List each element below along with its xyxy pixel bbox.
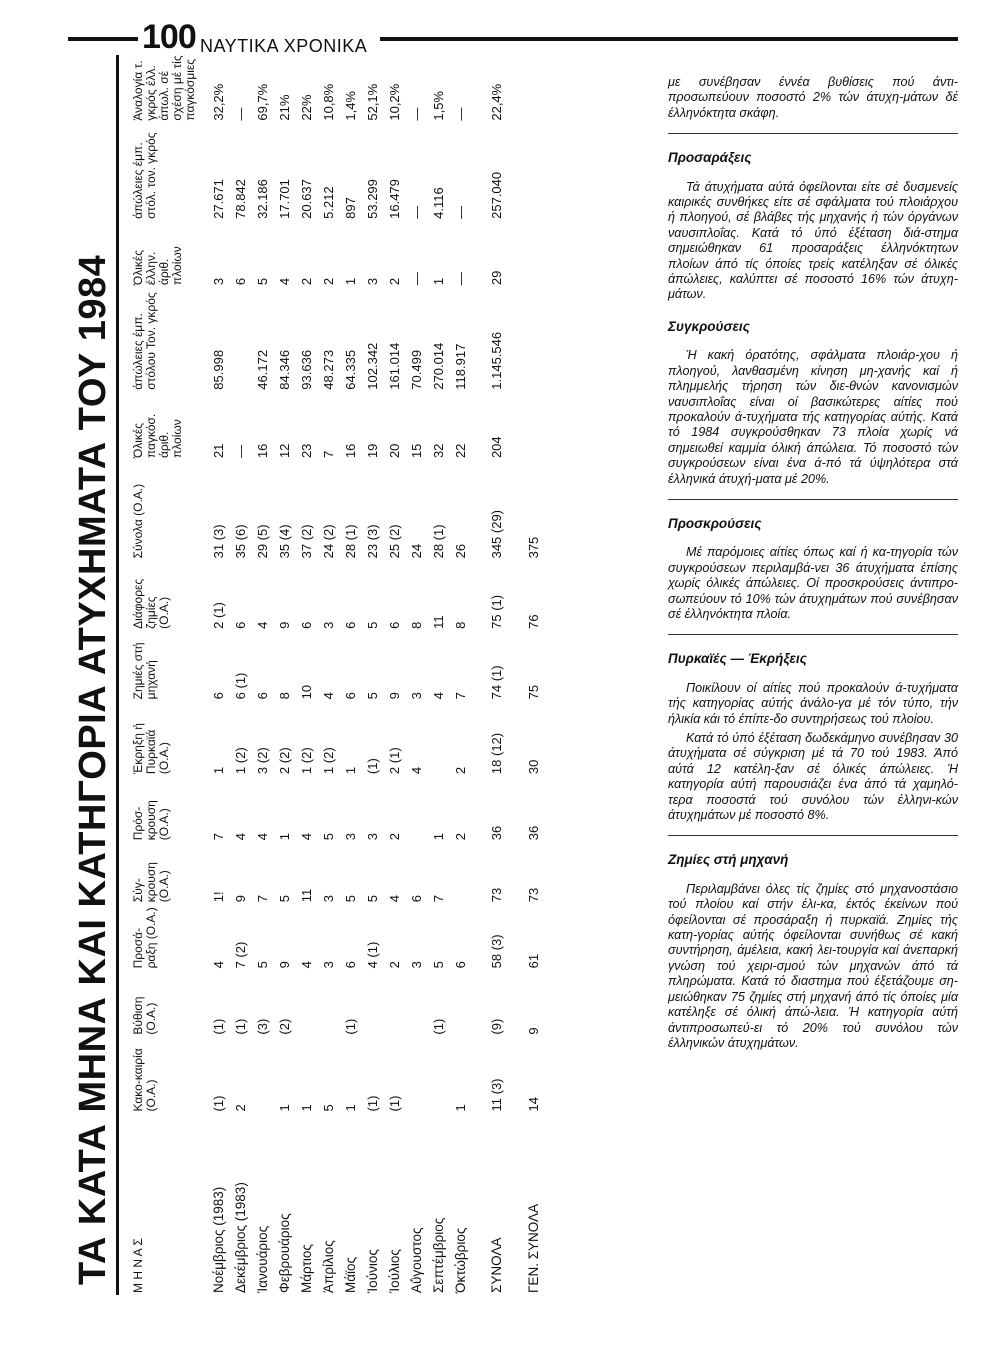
cell-greek-tonnage: — [408,205,424,219]
cell-collision: 7 [254,894,270,903]
cell-machinery: 4 [320,692,336,700]
section-text-collisions: Ή κακή όρατότης, σφάλματα πλοιάρ-χου ή πλοηγού, λανθασμένη κίνηση μη-χανής καί ή πλημμελής τήρηση τών διε-θνών κανονισμών ναυσιπλοΐας είναι οί βασικώτερες αίτίες πού προκαλούν ά-τυχήματα τής κατηγορίας αύτής. Κατά τό 1984 συγκρούσθηκαν 73 πλοία χωρίς νά σημειωθεί καμμία όλική άπώλεια. Τό ποσοστό τών συγκρούσεων είναι ένα ά-πό τά ύψηλότερα στά έλληνικά άτυχή-ματα μέ 20%. [668,348,958,486]
cell-machinery: 9 [386,692,402,700]
table-row [207,35,229,1295]
cell-greek-losses: — [408,272,424,286]
cell-grounding: 9 [276,961,292,969]
cell-fire: 4 [408,766,424,775]
cell-collision: 6 [408,894,424,903]
cell-month: Μάϊος [342,1256,358,1293]
cell-world-tonnage [513,287,553,392]
cell-greek-losses: 1 [430,277,446,286]
cell-sinking: (9) [488,1018,504,1035]
cell-greek-losses: 3 [210,277,226,286]
cell-sinking [449,970,471,1036]
cell-total-losses: 22 [452,443,468,459]
cell-total: 28 (1) [342,524,358,559]
cell-total-losses: 19 [364,443,380,459]
spacer-cell [471,35,479,1295]
cell-ratio: 69,7% [254,83,270,121]
cell-total-losses: 16 [342,443,358,459]
cell-greek-tonnage: 16.479 [386,179,402,219]
cell-fire: 1 (2) [320,747,336,775]
section-title-fires: Πυρκαϊές — Έκρήξεις [668,651,807,667]
cell-greek-losses: — [452,272,468,286]
cell-fire: 1 (2) [298,747,314,775]
table-row [251,35,273,1295]
cell-greek-losses: 4 [276,277,292,286]
cell-ratio: 10,2% [386,83,402,121]
cell-total-losses [513,392,553,460]
cell-month: Μάρτιος [298,1244,314,1293]
table-row [405,35,427,1295]
cell-total: 29 (5) [254,524,270,559]
cell-sinking: (2) [276,1018,292,1035]
cell-total: 26 [452,543,468,559]
section-text-machinery: Περιλαμβάνει όλες τίς ζημίες στό μηχανοστάσιο τού πλοίου καί στήν έλι-κα, έκτός έκείνων πού όφείλονται σέ προσάραξη ή πυρκαϊά. Ζημίες τής κατη-γορίας αύτής όφείλονται συνήθως σέ κακή συντήρηση, άμέλεια, κακή λει-τουργία καί άνεπαρκή γνώση τού χειρι-σμού τών μηχανών άπό τά πληρώματα. Κατά τό διαστημα πού έξετάζουμε ση-μειώθηκαν 75 ζημίες στή μηχανή άπό τίς όποίες μία κατέληξε σέ όλική άπώ-λεια. Ή κατηγορία αύτή άντιπροσωπεύ-ει τό 20% τού συνόλου τών έλληνικών άτυχημάτων. [668,881,958,1050]
cell-month: Όκτώβριος [452,1227,468,1293]
cell-greek-tonnage: 53.299 [364,179,380,219]
cell-greek-tonnage: 27.671 [210,179,226,219]
cell-total-losses: 32 [430,443,446,459]
cell-greek-tonnage: 32.186 [254,179,270,219]
table-row [449,35,471,1295]
section-title-machinery: Ζημίες στή μηχανή [668,852,789,868]
cell-misc: 6 [342,621,358,629]
cell-fire: 2 (1) [386,747,402,775]
cell-fire: 2 (2) [276,747,292,775]
cell-greek-tonnage: 17.701 [276,179,292,219]
cell-sinking: (1) [342,1018,358,1035]
col-contact-header: Πρόσ-κρουση (Ο.Α.) [131,800,171,841]
cell-month: Ίούλιος [386,1249,402,1293]
cell-misc: 3 [320,621,336,629]
cell-fire: 18 (12) [488,732,504,775]
page-number: 100 [142,18,196,56]
cell-greek-losses: 3 [364,277,380,286]
cell-collision: 73 [525,887,541,903]
cell-month: Ίανουάριος [254,1225,270,1293]
cell-total: 24 [408,543,424,559]
cell-greek-tonnage: 257.040 [488,171,504,219]
table-row [339,35,361,1295]
section-title-contacts: Προσκρούσεις [668,515,762,531]
cell-fire: 2 [452,766,468,775]
cell-machinery: 6 [254,692,270,700]
cell-grounding: 5 [254,961,270,969]
cell-weather: (1) [386,1095,402,1112]
cell-total: 375 [525,536,541,559]
cell-weather: 14 [525,1097,541,1112]
col-collision-header: Σύγ-κρουση (Ο.Α.) [131,862,171,903]
cell-grounding: 2 [386,961,402,969]
cell-contact: 4 [254,833,270,841]
cell-greek-losses: 1 [342,277,358,286]
cell-grounding: 58 (3) [488,934,504,969]
cell-world-tonnage: 102.342 [364,342,380,390]
cell-month: Άπρίλιος [320,1240,336,1293]
cell-greek-tonnage: — [452,205,468,219]
cell-misc: 6 [386,621,402,629]
cell-ratio: 22% [298,94,314,121]
cell-greek-tonnage: 5.212 [320,186,336,219]
cell-weather: (1) [210,1095,226,1112]
cell-collision: 9 [232,894,248,903]
cell-total-losses: — [232,445,248,459]
cell-total-losses: 7 [320,450,336,459]
cell-greek-losses: 2 [320,277,336,286]
cell-month: Δεκέμβριος (1983) [232,1182,248,1293]
section-divider [668,634,958,635]
cell-sinking [405,970,427,1036]
cell-ratio: — [452,107,468,121]
cell-world-tonnage: 85.998 [210,349,226,390]
cell-greek-losses: 5 [254,277,270,286]
table-header-row [130,35,207,1295]
cell-weather: 5 [320,1104,336,1112]
cell-grounding: 6 [342,961,358,969]
cell-fire: 1 (2) [232,747,248,775]
cell-sinking [295,970,317,1036]
cell-total: 23 (3) [364,524,380,559]
cell-weather [251,1037,273,1114]
cell-sinking [361,970,383,1036]
cell-month: Νοέμβριος (1983) [210,1186,226,1293]
table-row [273,35,295,1295]
cell-ratio: — [232,107,248,121]
cell-greek-tonnage [513,123,553,221]
cell-world-tonnage [229,287,251,392]
table-row [427,35,449,1295]
article-column [668,75,958,1055]
cell-misc: 11 [430,615,446,629]
table-row [295,35,317,1295]
col-fire-header: Έκρηξη ή Πυρκαϊά (Ο.Α.) [131,723,171,775]
cell-month: Φεβρουάριος [276,1213,292,1293]
cell-ratio: 32,2% [210,83,226,121]
cell-total-losses: 21 [210,443,226,459]
col-month-header: Μ Η Ν Α Σ [131,1238,145,1293]
article-intro: με συνέβησαν έννέα βυθίσεις πού άντι-προσωπεύουν ποσοστό 2% τών άτυχη-μάτων δέ έλληνόκτητα σκάφη. [668,75,958,120]
cell-machinery: 10 [298,684,314,700]
col-world-tonnage-header: άπώλειες έμπ. στόλου Τον. γκρός [131,292,158,390]
cell-contact: 1 [430,833,446,841]
cell-sinking: 9 [525,1027,541,1035]
rotated-table-panel [70,35,630,1295]
cell-collision: 3 [320,894,336,903]
cell-contact: 7 [210,833,226,841]
cell-month: Αΰγουστος [408,1227,424,1293]
cell-total: 24 (2) [320,524,336,559]
cell-ratio: 1,5% [430,91,446,121]
cell-fire [427,701,449,776]
table-title: ΤΑ ΚΑΤΑ ΜΗΝΑ ΚΑΙ ΚΑΤΗΓΟΡΙΑ ΑΤΥΧΗΜΑΤΑ ΤΟΥ 1984 [72,254,114,1285]
accidents-table [130,35,553,1295]
cell-ratio: 22,4% [488,83,504,121]
cell-grounding: 4 (1) [364,941,380,969]
cell-contact: 5 [320,833,336,841]
section-divider [668,835,958,836]
cell-misc: 4 [254,621,270,629]
cell-contact: 4 [232,833,248,841]
row-spacer [471,35,479,1295]
cell-grounding: 61 [525,953,541,969]
cell-machinery: 74 (1) [488,665,504,700]
table-row [361,35,383,1295]
cell-collision: 1! [210,891,226,903]
cell-weather [405,1037,427,1114]
cell-misc: 9 [276,621,292,629]
cell-sinking [383,970,405,1036]
section-text-contacts: Μέ παρόμοιες αίτίες όπως καί ή κα-τηγορία τών συγκρούσεων περιλαμβά-νει 36 άτυχήματα έπίσης χωρίς όλικές άπώλειες. Οί προσκρούσεις άντιπρο-σωπεύουν τό 10% τών άτυχημάτων πού συνέβησαν σέ έλληνόκτητα πλοία. [668,545,958,621]
cell-weather: (1) [364,1095,380,1112]
cell-greek-losses [513,221,553,287]
cell-contact: 36 [488,825,504,841]
cell-total-losses: 204 [488,436,504,459]
cell-world-tonnage: 93.636 [298,349,314,390]
section-text-fires-1: Ποικίλουν οί αίτίες πού προκαλούν ά-τυχήματα τής κατηγορίας αύτής άνάλο-γα μέ τόν τύπο, τήν ήλικία κάι τό έπίπε-δο συντηρήσεως τού πλοίου. [668,680,958,726]
cell-ratio: — [408,107,424,121]
cell-contact: 1 [276,833,292,841]
cell-misc: 6 [232,621,248,629]
cell-misc: 8 [452,621,468,629]
cell-contact: 3 [364,833,380,841]
cell-greek-tonnage: 897 [342,197,358,219]
cell-ratio: 21% [276,94,292,121]
section-divider [668,133,958,134]
col-sinking-header: Βύθιση (Ο.Α.) [131,996,158,1035]
cell-weather: 1 [452,1104,468,1112]
cell-collision: 7 [430,894,446,903]
cell-grounding: 5 [430,961,446,969]
cell-sinking: (3) [254,1018,270,1035]
magazine-name: ΝΑΥΤΙΚΑ ΧΡΟΝΙΚΑ [200,36,368,56]
cell-grounding: 6 [452,961,468,969]
cell-grounding: 7 (2) [232,941,248,969]
cell-weather: 2 [232,1104,248,1112]
cell-misc: 75 (1) [488,594,504,629]
cell-month: ΣΥΝΟΛΑ [488,1237,504,1293]
cell-sinking: (1) [210,1018,226,1035]
col-grounding-header: Προσά-ραξη (Ο.Α.) [131,907,158,969]
cell-total-losses: 20 [386,443,402,459]
table-title-bar [70,55,119,1295]
cell-machinery: 4 [430,692,446,700]
cell-grounding: 4 [210,961,226,969]
col-greek-tonnage-header: άπώλειες έμπ. στόλ. τον. γκρός [131,132,158,219]
col-misc-header: Διάφορες ζημίες (Ο.Α.) [131,578,171,629]
cell-total: 28 (1) [430,524,446,559]
col-total-header: Σύνολα (Ο.Α.) [131,483,145,559]
section-title-groundings: Προσαράξεις [668,150,752,166]
cell-world-tonnage: 84.346 [276,349,292,390]
cell-total: 31 (3) [210,524,226,559]
cell-machinery: 75 [525,684,541,700]
cell-machinery: 8 [276,692,292,700]
cell-total: 345 (29) [488,509,504,559]
cell-grounding: 4 [298,961,314,969]
cell-total: 35 (4) [276,524,292,559]
cell-greek-losses: 6 [232,277,248,286]
cell-total-losses: 23 [298,443,314,459]
cell-month: Ίούνιος [364,1249,380,1293]
grand-total-row [513,35,553,1295]
cell-misc: 8 [408,621,424,629]
cell-sinking: (1) [430,1018,446,1035]
cell-world-tonnage: 270.014 [430,342,446,390]
cell-total-losses: 15 [408,443,424,459]
col-weather-header: Κακο-καιρία (Ο.Α.) [131,1048,158,1112]
section-text-groundings: Τά άτυχήματα αύτά όφείλονται είτε σέ δυσμενείς καιρικές συνθήκες είτε σέ σφάλματα τού πλοιάρχου ή πλοηγού, σέ βλάβες τής μηχανής ή τών όργάνων ναυσιπλοΐας. Κατά τό ύπό έξέταση διά-στημα σημειώθηκαν 61 προσαράξεις έλληνόκτητων πλοίων άπό τίς όποίες τρείς κατέληξαν σέ όλικές άπώλειες, καλύπτει σέ ποσοστό 16% τών άτυχη-μάτων. [668,179,958,302]
cell-total: 35 (6) [232,524,248,559]
cell-collision: 11 [298,888,314,903]
cell-month: Σεπτέμβριος [430,1217,446,1293]
cell-greek-tonnage: 4.116 [430,187,446,219]
cell-misc: 6 [298,621,314,629]
cell-greek-tonnage: 20.637 [298,179,314,219]
col-machinery-header: Ζημιές στή μηχανή [131,642,158,700]
table-row [317,35,339,1295]
cell-machinery: 6 (1) [232,672,248,700]
cell-grounding: 3 [320,961,336,969]
cell-total: 25 (2) [386,524,402,559]
cell-ratio [513,35,553,123]
cell-weather: 1 [298,1104,314,1112]
cell-machinery: 5 [364,692,380,700]
cell-contact: 3 [342,833,358,841]
cell-contact: 36 [525,825,541,841]
cell-total: 37 (2) [298,524,314,559]
cell-machinery: 7 [452,692,468,700]
col-greek-losses-header: Όλικές έλλην. άριθ. πλοίων [131,246,184,286]
cell-weather [427,1037,449,1114]
cell-world-tonnage: 118.917 [452,343,468,390]
cell-collision [449,842,471,904]
cell-world-tonnage: 70.499 [408,349,424,390]
cell-greek-losses: 2 [298,277,314,286]
cell-misc: 5 [364,621,380,629]
cell-total-losses: 12 [276,443,292,459]
cell-total-losses: 16 [254,443,270,459]
cell-greek-losses: 29 [488,270,504,286]
cell-world-tonnage: 48.273 [320,349,336,390]
col-ratio-header: Άναλογία τ. γκρός έλλ. άπωλ. σέ σχέση μέ τίς παγκόσμιες [131,55,197,121]
cell-collision: 5 [342,894,358,903]
cell-greek-tonnage: 78.842 [232,179,248,219]
col-total-losses-header: Όλικές παγκόσ. άριθ. πλοίων [131,413,184,459]
cell-ratio: 10,8% [320,83,336,121]
cell-sinking: (1) [232,1018,248,1035]
cell-world-tonnage: 64.335 [342,349,358,390]
cell-greek-losses: 2 [386,277,402,286]
cell-fire: 1 [210,766,226,775]
cell-world-tonnage: 161.014 [386,342,402,390]
cell-weather: 1 [276,1104,292,1112]
cell-contact: 4 [298,833,314,841]
cell-collision: 5 [276,894,292,903]
cell-contact: 2 [452,833,468,841]
table-row [383,35,405,1295]
cell-misc: 76 [525,614,541,629]
cell-machinery: 6 [342,692,358,700]
cell-misc: 2 (1) [210,602,226,629]
cell-fire: 1 [342,766,358,775]
sum-row [479,35,513,1295]
cell-weather: 1 [342,1104,358,1112]
cell-collision: 5 [364,894,380,903]
section-text-fires-2: Κατά τό ύπό έξέταση δωδεκάμηνο συνέβησαν 30 άτυχήματα σέ σύγκριση μέ τά 70 τού 1983. Άπό αύτά 12 κατέλη-ξαν σέ όλικές άπώλειες. Ή κατηγορία αύτή παρουσιάζει ένα άπό τά χαμηλό-τερα ποσοστά τού συνόλου τών έλληνι-κών άτυχημάτων μέ ποσοστό 8%. [668,731,958,823]
cell-fire: 30 [525,759,541,775]
section-title-collisions: Συγκρούσεις [668,318,750,334]
cell-ratio: 1,4% [342,91,358,121]
cell-world-tonnage: 46.172 [254,349,270,390]
cell-month: ΓΕΝ. ΣΥΝΟΛΑ [525,1203,541,1293]
section-divider [668,499,958,500]
cell-contact [405,776,427,842]
cell-ratio: 52,1% [364,83,380,121]
cell-machinery: 6 [210,692,226,700]
cell-collision: 73 [488,887,504,903]
cell-machinery: 3 [408,692,424,700]
cell-fire: 3 (2) [254,747,270,775]
cell-contact: 2 [386,833,402,841]
cell-fire: (1) [364,758,380,775]
cell-grounding: 3 [408,961,424,969]
cell-world-tonnage: 1.145.546 [488,331,504,390]
cell-weather: 11 (3) [488,1078,504,1112]
cell-collision: 4 [386,894,402,903]
cell-sinking [317,970,339,1036]
table-row [229,35,251,1295]
